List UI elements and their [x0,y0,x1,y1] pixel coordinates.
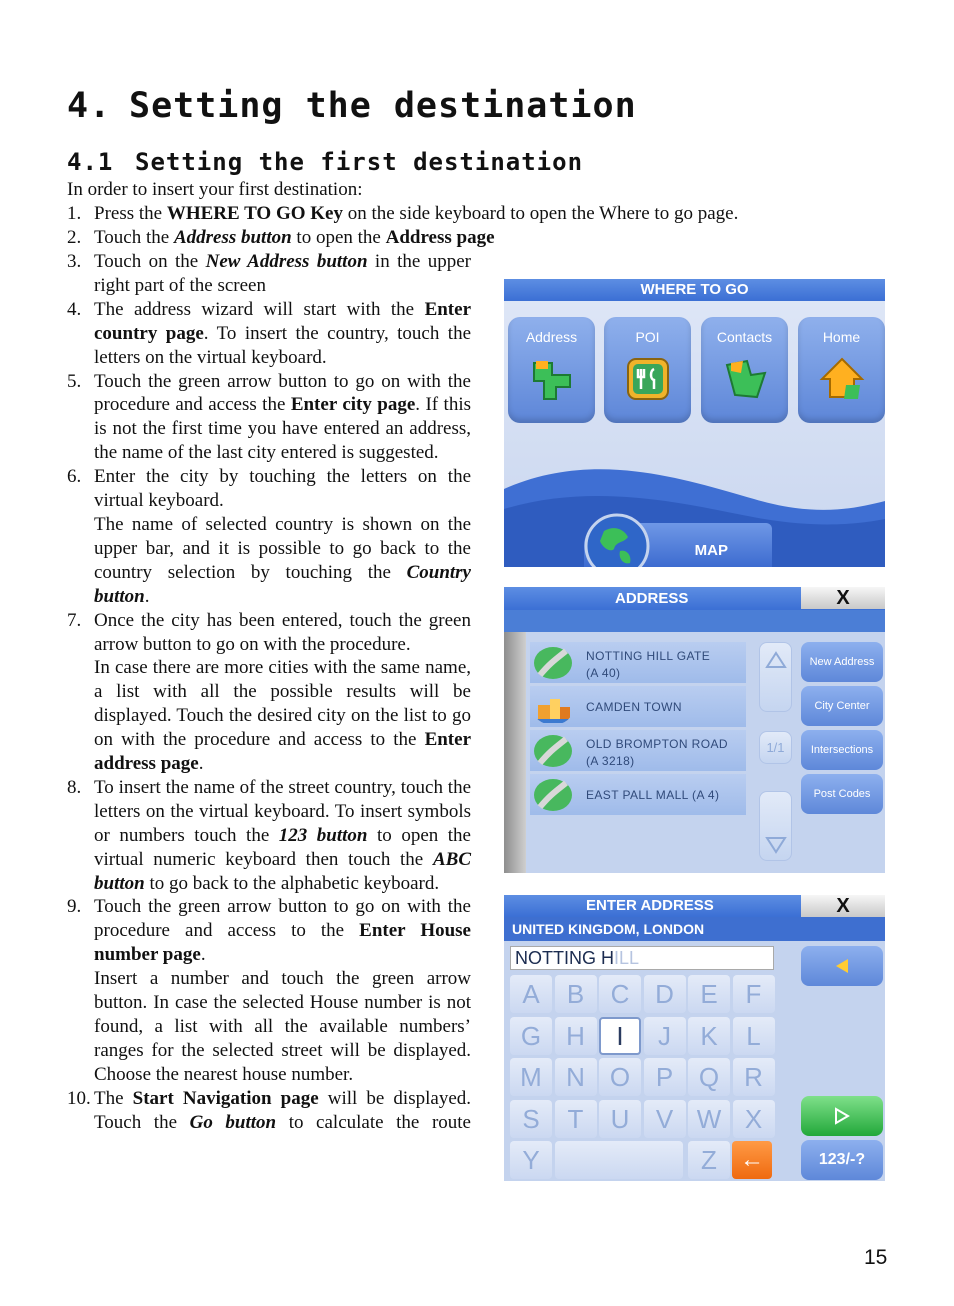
screen-title-bar: ADDRESS [504,587,885,610]
section-heading [67,148,583,176]
step-1 [67,202,827,226]
step-number: 3. [67,251,82,272]
map-button[interactable]: MAP [584,523,772,567]
arrow-left-icon [832,956,852,976]
key-e[interactable]: E [688,975,730,1013]
key-y[interactable]: Y [510,1141,552,1179]
step-number: 5. [67,370,82,392]
suggested-text: ILL [614,948,640,968]
tile-label: Address [525,329,578,345]
address-tile[interactable] [508,317,595,423]
contacts-icon [721,355,769,403]
step-number: 8. [67,776,82,798]
step-number: 4. [67,298,82,320]
post-codes-button[interactable]: Post Codes [801,774,883,814]
key-t[interactable]: T [555,1100,597,1138]
key-s[interactable]: S [510,1100,552,1138]
location-bar[interactable]: UNITED KINGDOM, LONDON [504,917,885,941]
list-item[interactable] [530,686,746,727]
city-center-button[interactable]: City Center [801,686,883,726]
enter-address-screenshot [504,895,885,1181]
key-p[interactable]: P [644,1058,686,1096]
key-h[interactable]: H [555,1017,597,1055]
restaurant-icon [624,355,672,403]
list-item-label: CAMDEN TOWN [586,700,682,714]
step-text: Touch the green arrow button to go on with the procedure and access the Enter city page. If this is not the first time you have entered an address, the name of the last city entered is suggested. [94,370,471,464]
home-icon [818,355,866,403]
chapter-number: 4. [67,86,112,126]
left-edge [504,632,526,873]
key-c[interactable]: C [599,975,641,1013]
step-text: Once the city has been entered, touch the green arrow button to go on with the procedure. [94,609,471,655]
key-d[interactable]: D [644,975,686,1013]
key-k[interactable]: K [688,1017,730,1055]
step-number: 10. [67,1087,91,1109]
tile-label: Contacts [716,329,773,345]
step-text-continued: The name of selected country is shown on the upper bar, and it is possible to go back to the country selection by touching the Country button. [94,513,471,607]
key-v[interactable]: V [644,1100,686,1138]
key-w[interactable]: W [688,1100,730,1138]
space-key[interactable] [555,1141,683,1179]
close-button[interactable]: X [801,895,885,917]
steps-list [67,250,471,1135]
chapter-title: Setting the destination [129,86,637,126]
step-number: 2. [67,227,82,248]
step-number: 9. [67,896,82,918]
back-arrow-button[interactable] [801,946,883,986]
numeric-keyboard-button[interactable]: 123/-? [801,1140,883,1180]
step-text-continued: In case there are more cities with the same name, a list with all the possible results will be displayed. Touch the desired city on the list to go on with the procedure and access to the Enter address page. [94,657,471,775]
step-text: Touch the Address button to open the Address page [94,227,495,248]
step-text: Touch on the New Address button in the upper right part of the screen [94,251,471,296]
key-b[interactable]: B [555,975,597,1013]
address-icon [528,355,576,403]
key-n[interactable]: N [555,1058,597,1096]
screen-title-bar: ENTER ADDRESS [504,895,885,917]
step-text: The address wizard will start with the Enter country page. To insert the country, touch the letters on the virtual keyboard. [94,298,472,368]
arrow-right-icon [832,1106,852,1126]
close-button[interactable]: X [801,587,885,609]
scroll-down-button[interactable] [759,791,792,861]
step-text: To insert the name of the street country, touch the letters on the virtual keyboard. To insert symbols or numbers touch the 123 button to open the virtual numeric keyboard then touch the ABC button to go back to the alphabetic keyboard. [94,776,471,894]
key-u[interactable]: U [599,1100,641,1138]
scroll-up-button[interactable] [759,642,792,712]
list-item[interactable] [530,730,746,771]
step-10 [67,1087,471,1135]
page-indicator: 1/1 [759,731,792,764]
key-i[interactable]: I [599,1017,641,1055]
address-input[interactable] [510,946,774,970]
key-l[interactable]: L [733,1017,775,1055]
list-item[interactable] [530,642,746,683]
new-address-button[interactable]: New Address [801,642,883,682]
step-number: 1. [67,203,82,224]
step-7 [67,609,471,776]
list-item[interactable] [530,774,746,815]
key-g[interactable]: G [510,1017,552,1055]
typed-text: NOTTING H [515,948,614,968]
town-icon [532,689,574,725]
key-a[interactable]: A [510,975,552,1013]
step-text: Enter the city by touching the letters on the virtual keyboard. [94,466,471,512]
key-z[interactable]: Z [688,1141,730,1179]
address-screenshot [504,587,885,873]
key-m[interactable]: M [510,1058,552,1096]
step-number: 6. [67,466,82,488]
section-title: Setting the first destination [135,148,584,176]
key-f[interactable]: F [733,975,775,1013]
key-q[interactable]: Q [688,1058,730,1096]
intersections-button[interactable]: Intersections [801,730,883,770]
where-to-go-screenshot [504,279,885,567]
step-9 [67,895,471,1086]
green-arrow-button[interactable] [801,1096,883,1136]
step-text: The Start Navigation page will be displayed. Touch the Go button to calculate the route [94,1087,471,1133]
screen-title-bar: WHERE TO GO [504,279,885,301]
key-j[interactable]: J [644,1017,686,1055]
triangle-up-icon [765,651,787,669]
poi-tile[interactable] [604,317,691,423]
section-number: 4.1 [67,148,114,176]
list-item-label: OLD BROMPTON ROAD (A 3218) [586,737,728,768]
road-icon [532,645,574,681]
tile-label: POI [635,329,660,345]
key-x[interactable]: X [733,1100,775,1138]
triangle-down-icon [765,836,787,854]
step-2 [67,226,827,250]
step-4 [67,298,471,370]
list-item-label: EAST PALL MALL (A 4) [586,788,720,802]
step-8 [67,776,471,896]
step-6 [67,465,471,608]
step-5 [67,370,471,466]
home-tile[interactable] [798,317,885,423]
tile-label: Home [822,329,861,345]
road-icon [532,777,574,813]
step-3 [67,250,471,298]
road-icon [532,733,574,769]
step-text-continued: Insert a number and touch the green arrow button. In case the selected House number is not found, a list with all the available numbers’ ranges for the selected street will be displayed. Choose the nearest house number. [94,968,471,1085]
page-number: 15 [864,1246,888,1269]
step-number: 7. [67,609,82,631]
key-r[interactable]: R [733,1058,775,1096]
step-text: Press the WHERE TO GO Key on the side keyboard to open the Where to go page. [94,203,739,224]
intro-text: In order to insert your first destination: [67,179,363,200]
list-item-label: NOTTING HILL GATE (A 40) [586,649,711,680]
step-text: Touch the green arrow button to go on with the procedure and access to the Enter House number page. [94,896,471,966]
header-strip [504,610,885,632]
contacts-tile[interactable] [701,317,788,423]
backspace-key[interactable]: ← [732,1141,772,1179]
key-o[interactable]: O [599,1058,641,1096]
globe-icon [584,513,650,567]
chapter-heading [67,86,637,126]
